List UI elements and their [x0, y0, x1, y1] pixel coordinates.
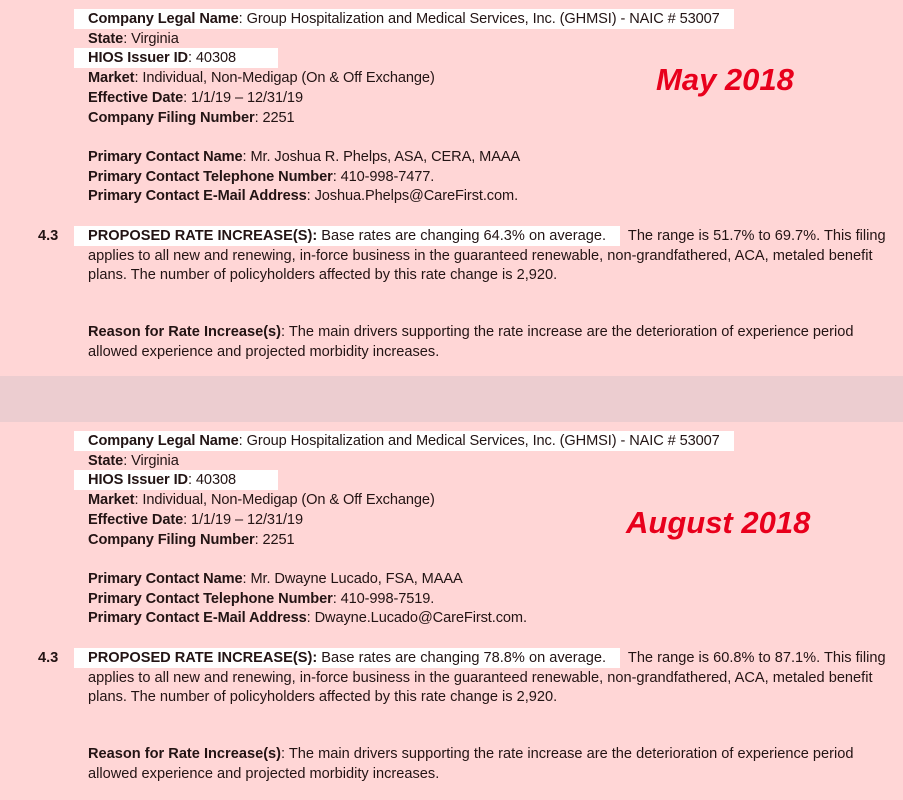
field-label: Company Filing Number	[88, 110, 255, 126]
field-content: Company Filing Number: 2251	[88, 110, 295, 126]
field-value: Group Hospitalization and Medical Services, Inc. (GHMSI) - NAIC # 53007	[246, 11, 720, 27]
rate-increase-paragraph	[88, 649, 888, 708]
field-value: 410-998-7519.	[340, 591, 435, 607]
field-row	[88, 531, 295, 550]
reason-paragraph	[88, 323, 888, 362]
field-row	[88, 30, 179, 49]
field-label: Primary Contact Name	[88, 149, 243, 165]
field-value: Dwayne.Lucado@CareFirst.com.	[314, 610, 527, 626]
field-content: HIOS Issuer ID: 40308	[74, 48, 278, 68]
field-value: Joshua.Phelps@CareFirst.com.	[314, 188, 519, 204]
filing-section	[0, 0, 903, 376]
field-value: 2251	[262, 532, 295, 548]
field-label: Primary Contact E-Mail Address	[88, 188, 307, 204]
field-value: Individual, Non-Medigap (On & Off Exchange)	[142, 492, 435, 508]
field-label: HIOS Issuer ID	[88, 50, 188, 66]
field-value: 40308	[195, 50, 236, 66]
field-content: Market: Individual, Non-Medigap (On & Off Exchange)	[88, 70, 435, 86]
field-row	[88, 10, 734, 29]
field-value: Mr. Joshua R. Phelps, ASA, CERA, MAAA	[250, 149, 521, 165]
field-content: Primary Contact Telephone Number: 410-998-7477.	[88, 169, 435, 185]
field-value: Mr. Dwayne Lucado, FSA, MAAA	[250, 571, 463, 587]
field-content: Market: Individual, Non-Medigap (On & Off Exchange)	[88, 492, 435, 508]
field-label: Primary Contact E-Mail Address	[88, 610, 307, 626]
field-value: 1/1/19 – 12/31/19	[191, 512, 303, 528]
field-value: Virginia	[131, 31, 179, 47]
field-row	[88, 148, 520, 167]
field-label: Primary Contact Telephone Number	[88, 169, 333, 185]
filing-section	[0, 422, 903, 798]
field-content: Company Filing Number: 2251	[88, 532, 295, 548]
field-row	[88, 69, 435, 88]
field-value: Virginia	[131, 453, 179, 469]
field-label: State	[88, 31, 124, 47]
reason-text: : The main drivers supporting the rate increase are the deterioration of experience period allowed experience and projected morbidity increases.	[88, 324, 854, 360]
rate-highlight	[74, 648, 620, 668]
field-row	[88, 511, 303, 530]
field-row	[88, 109, 295, 128]
rate-details: The range is 60.8% to 87.1%. This filing applies to all new and renewing, in-force business in the guaranteed renewable, non-grandfathered, ACA, metaled benefit plans. The number of policyholders affected by this rate change is 2,920.	[88, 650, 886, 705]
rate-average: Base rates are changing 64.3% on average.	[321, 228, 607, 244]
field-label: Market	[88, 70, 135, 86]
field-value: 1/1/19 – 12/31/19	[191, 90, 303, 106]
field-content: Primary Contact Name: Mr. Dwayne Lucado, FSA, MAAA	[88, 571, 463, 587]
field-row	[88, 491, 435, 510]
rate-label: PROPOSED RATE INCREASE(S):	[88, 228, 318, 244]
field-content: Effective Date: 1/1/19 – 12/31/19	[88, 90, 303, 106]
field-content: Company Legal Name: Group Hospitalization and Medical Services, Inc. (GHMSI) - NAIC # 53007	[74, 431, 734, 451]
field-content: Primary Contact E-Mail Address: Joshua.Phelps@CareFirst.com.	[88, 188, 519, 204]
field-content: HIOS Issuer ID: 40308	[74, 470, 278, 490]
field-content: Company Legal Name: Group Hospitalization and Medical Services, Inc. (GHMSI) - NAIC # 53007	[74, 9, 734, 29]
field-row	[88, 89, 303, 108]
rate-details: The range is 51.7% to 69.7%. This filing applies to all new and renewing, in-force business in the guaranteed renewable, non-grandfathered, ACA, metaled benefit plans. The number of policyholders affected by this rate change is 2,920.	[88, 228, 886, 283]
field-label: Market	[88, 492, 135, 508]
field-label: State	[88, 453, 124, 469]
field-content: State: Virginia	[88, 31, 179, 47]
field-value: 40308	[195, 472, 236, 488]
field-label: Company Filing Number	[88, 532, 255, 548]
field-label: HIOS Issuer ID	[88, 472, 188, 488]
rate-highlight	[74, 226, 620, 246]
field-value: 2251	[262, 110, 295, 126]
date-stamp: August 2018	[626, 505, 811, 540]
field-content: Primary Contact E-Mail Address: Dwayne.Lucado@CareFirst.com.	[88, 610, 527, 626]
field-value: 410-998-7477.	[340, 169, 435, 185]
field-content: Primary Contact Telephone Number: 410-998-7519.	[88, 591, 435, 607]
field-label: Effective Date	[88, 512, 184, 528]
reason-label: Reason for Rate Increase(s)	[88, 746, 282, 762]
field-content: Primary Contact Name: Mr. Joshua R. Phelps, ASA, CERA, MAAA	[88, 149, 521, 165]
field-row	[88, 471, 278, 490]
field-label: Company Legal Name	[88, 11, 239, 27]
reason-label: Reason for Rate Increase(s)	[88, 324, 282, 340]
field-row	[88, 590, 434, 609]
date-stamp: May 2018	[656, 62, 794, 97]
field-label: Effective Date	[88, 90, 184, 106]
field-row	[88, 570, 463, 589]
section-divider	[0, 376, 903, 422]
field-row	[88, 452, 179, 471]
item-number: 4.3	[38, 650, 59, 666]
field-row	[88, 187, 518, 206]
field-label: Company Legal Name	[88, 433, 239, 449]
field-label: Primary Contact Name	[88, 571, 243, 587]
item-number: 4.3	[38, 228, 59, 244]
field-row	[88, 49, 278, 68]
rate-label: PROPOSED RATE INCREASE(S):	[88, 650, 318, 666]
field-content: State: Virginia	[88, 453, 179, 469]
field-row	[88, 168, 434, 187]
field-row	[88, 609, 527, 628]
field-value: Individual, Non-Medigap (On & Off Exchange)	[142, 70, 435, 86]
field-value: Group Hospitalization and Medical Services, Inc. (GHMSI) - NAIC # 53007	[246, 433, 720, 449]
field-content: Effective Date: 1/1/19 – 12/31/19	[88, 512, 303, 528]
reason-text: : The main drivers supporting the rate increase are the deterioration of experience period allowed experience and projected morbidity increases.	[88, 746, 854, 782]
rate-increase-paragraph	[88, 227, 888, 286]
field-label: Primary Contact Telephone Number	[88, 591, 333, 607]
field-row	[88, 432, 734, 451]
reason-paragraph	[88, 745, 888, 784]
rate-average: Base rates are changing 78.8% on average.	[321, 650, 607, 666]
